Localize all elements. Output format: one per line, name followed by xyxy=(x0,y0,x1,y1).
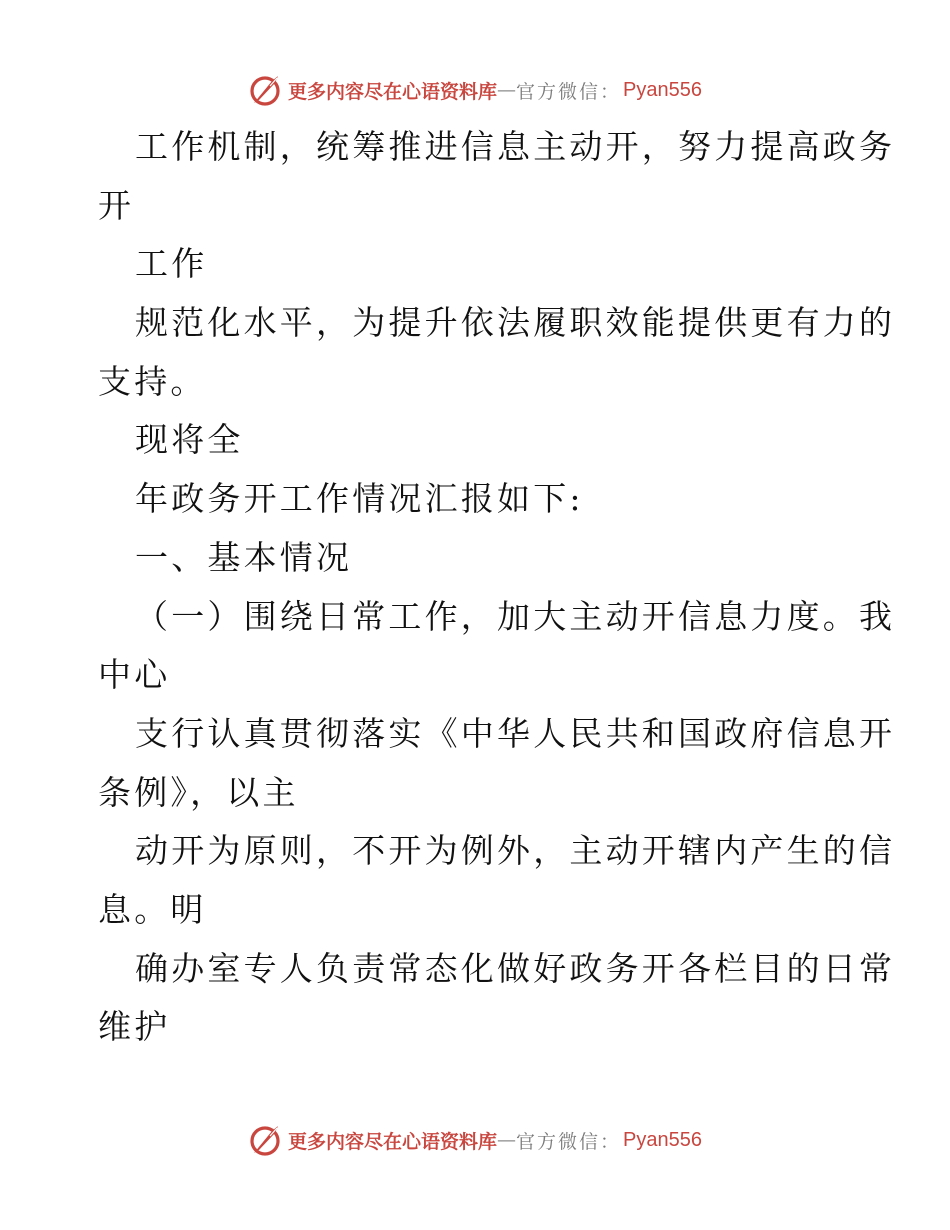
text-line: 支行认真贯彻落实《中华人民共和国政府信息开 xyxy=(135,713,896,753)
text-line: （一）围绕日常工作，加大主动开信息力度。我 xyxy=(135,596,896,636)
banner-wechat-id: Pyan556 xyxy=(623,1128,702,1151)
banner-separator: — xyxy=(497,1129,517,1151)
quill-circle-logo-icon xyxy=(248,1122,284,1158)
text-line: 条例》，以主 xyxy=(98,772,299,812)
banner-separator: — xyxy=(497,79,517,101)
text-line: 工作机制，统筹推进信息主动开，努力提高政务 xyxy=(135,127,896,166)
banner-site-name: 更多内容尽在心语资料库 xyxy=(288,1130,498,1153)
text-line: 开 xyxy=(98,185,135,225)
text-line: 动开为原则，不开为例外，主动开辖内产生的信 xyxy=(135,831,896,871)
text-line: 中心 xyxy=(98,655,171,695)
section-heading: 一、基本情况 xyxy=(135,537,353,577)
text-line: 规范化水平，为提升依法履职效能提供更有力的 xyxy=(135,303,896,343)
footer-banner xyxy=(0,1120,950,1160)
text-line: 支持。 xyxy=(98,361,207,401)
quill-circle-logo-icon xyxy=(248,72,284,108)
banner-wechat-label: 官方微信： xyxy=(516,1130,622,1153)
document-body xyxy=(98,118,896,1057)
banner-wechat-label: 官方微信： xyxy=(516,80,622,103)
text-line: 确办室专人负责常态化做好政务开各栏目的日常 xyxy=(135,948,896,988)
text-line: 息。明 xyxy=(98,889,207,929)
text-line: 现将全 xyxy=(135,420,244,460)
header-banner xyxy=(0,70,950,110)
banner-wechat-id: Pyan556 xyxy=(623,78,702,101)
banner-site-name: 更多内容尽在心语资料库 xyxy=(288,80,498,103)
text-line: 工作 xyxy=(135,244,208,284)
text-line: 年政务开工作情况汇报如下: xyxy=(135,479,584,519)
text-line: 维护 xyxy=(98,1007,171,1047)
